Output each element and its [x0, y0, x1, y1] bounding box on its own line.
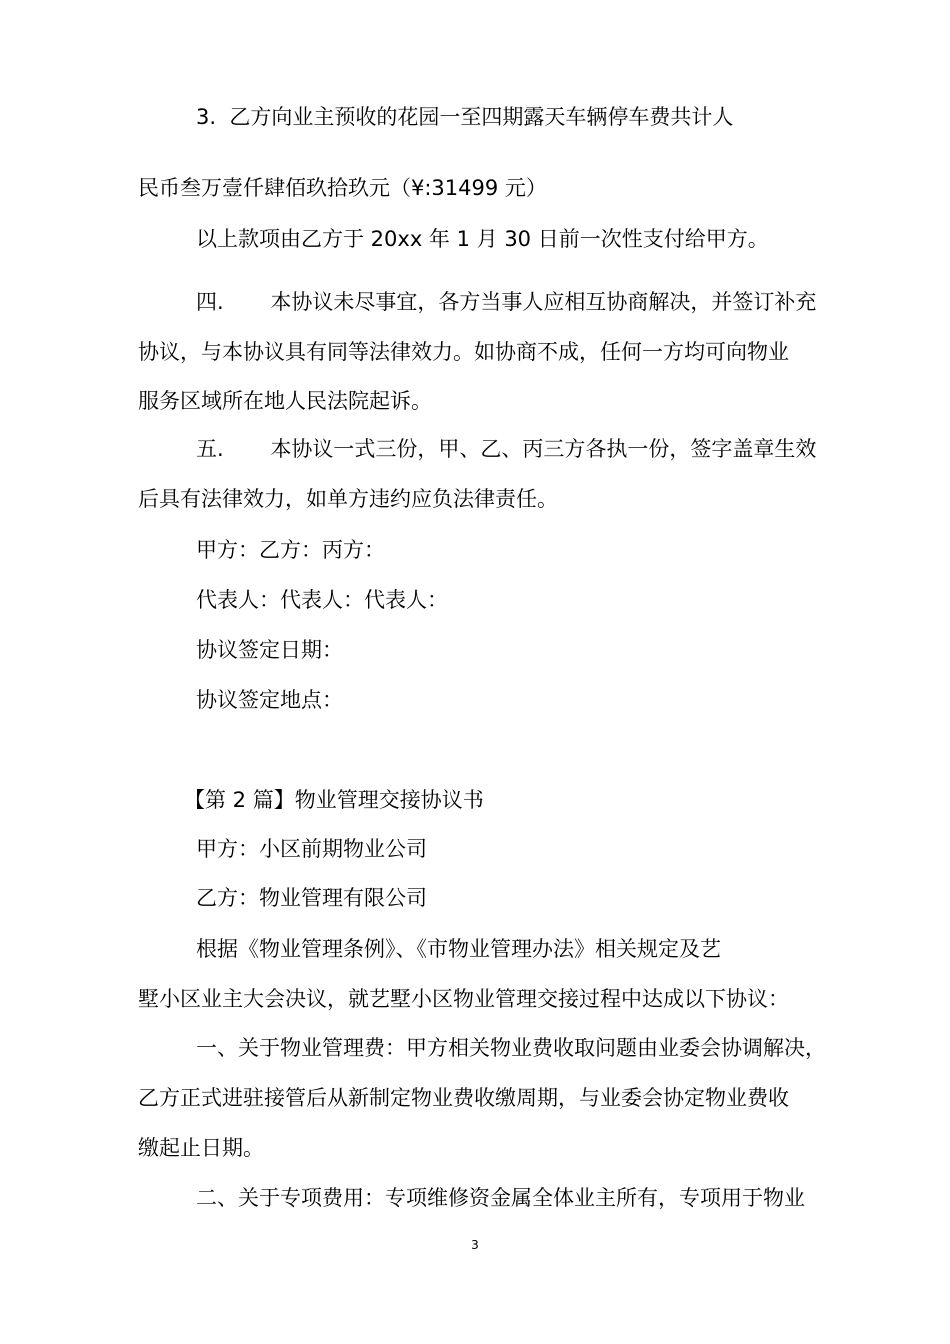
text-line: 四. 本协议未尽事宜，各方当事人应相互协商解决，并签订补充 — [196, 290, 817, 314]
text-line: 乙方：物业管理有限公司 — [196, 886, 427, 910]
text-line: 甲方：乙方：丙方： — [196, 538, 385, 562]
section-heading: 【第 2 篇】物业管理交接协议书 — [184, 788, 484, 812]
text-line: 服务区域所在地人民法院起诉。 — [138, 389, 432, 413]
text-line: 五. 本协议一式三份，甲、乙、丙三方各执一份，签字盖章生效 — [196, 437, 817, 461]
text-line: 以上款项由乙方于 20xx 年 1 月 30 日前一次性支付给甲方。 — [196, 227, 769, 251]
text-line: 协议签定日期： — [196, 638, 343, 662]
text-line: 二、关于专项费用：专项维修资金属全体业主所有，专项用于物业 — [196, 1186, 805, 1210]
text-line: 民币叁万壹仟肆佰玖拾玖元（¥:31499 元） — [138, 176, 547, 200]
text-line: 代表人：代表人：代表人： — [196, 588, 448, 612]
text-line: 甲方：小区前期物业公司 — [196, 837, 427, 861]
text-line: 乙方正式进驻接管后从新制定物业费收缴周期，与业委会协定物业费收 — [138, 1086, 789, 1110]
text-line: 墅小区业主大会决议，就艺墅小区物业管理交接过程中达成以下协议： — [138, 987, 789, 1011]
text-line: 协议，与本协议具有同等法律效力。如协商不成，任何一方均可向物业 — [138, 340, 789, 364]
text-line: 一、关于物业管理费：甲方相关物业费收取问题由业委会协调解决， — [196, 1036, 826, 1060]
text-line: 后具有法律效力，如单方违约应负法律责任。 — [138, 487, 558, 511]
text-line: 缴起止日期。 — [138, 1136, 264, 1160]
text-line: 根据《物业管理条例》、《市物业管理办法》相关规定及艺 — [196, 937, 721, 961]
page-number: 3 — [471, 1238, 479, 1252]
text-line: 协议签定地点： — [196, 688, 343, 712]
text-line: 3. 乙方向业主预收的花园一至四期露天车辆停车费共计人 — [196, 105, 734, 129]
